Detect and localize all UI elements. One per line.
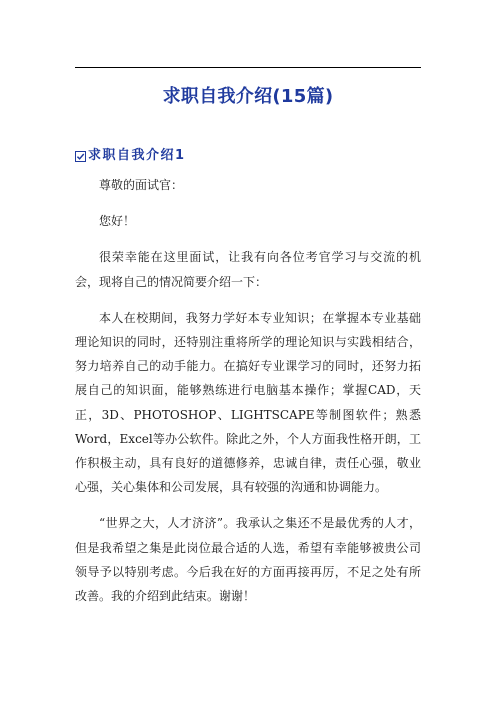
- page-title: 求职自我介绍(15篇): [162, 86, 334, 107]
- body-text: [75, 173, 421, 620]
- section-heading-text: 求职自我介绍1: [88, 148, 186, 163]
- section-heading: [75, 146, 186, 166]
- salutation: 尊敬的面试官：: [99, 178, 184, 192]
- closing-paragraph: “世界之大，人才济济”。我承认之集还不是最优秀的人才，但是我希望之集是此岗位最合适的人选，希望有幸能够被贵公司领导予以特别考虑。今后我在好的方面再接再厉，不足之处有所改善。我的介绍到此结束。谢谢！: [75, 516, 421, 604]
- skills-paragraph: 本人在校期间，我努力学好本专业知识；在掌握本专业基础理论知识的同时，还特别注重将所学的理论知识与实践相结合，努力培养自己的动手能力。在搞好专业课学习的同时，还努力拓展自己的知识面，能够熟练进行电脑基本操作；掌握CAD，天正，3D、PHOTOSHOP、LIGHTSCAPE等制图软件；熟悉Word，Excel等办公软件。除此之外，个人方面我性格开朗，工作积极主动，具有良好的道德修养，忠诚自律，责任心强，敬业心强，关心集体和公司发展，具有较强的沟通和协调能力。: [75, 310, 421, 495]
- checkbox-checked-icon: [75, 151, 86, 162]
- intro-paragraph: 很荣幸能在这里面试，让我有向各位考官学习与交流的机会，现将自己的情况简要介绍一下：: [75, 250, 421, 289]
- greeting: 您好！: [99, 214, 136, 229]
- top-rule: [75, 67, 421, 68]
